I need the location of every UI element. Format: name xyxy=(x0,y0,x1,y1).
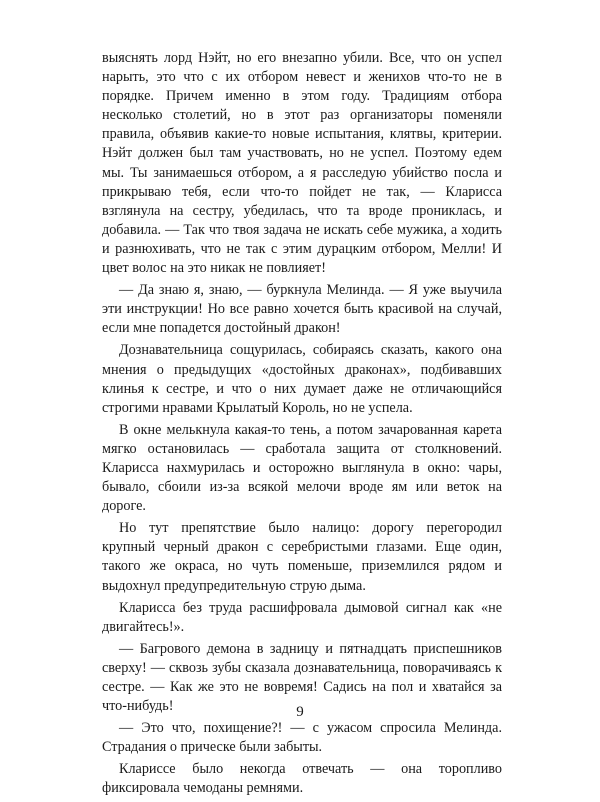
paragraph: Дознавательница сощурилась, собираясь сказать, какого она мнения о предыдущих «достойных драконах», подбивавших клинья к сестре, и что о них думает даже не отличающийся строгими нравами Крылатый Король, но не успела. xyxy=(102,342,502,416)
paragraph: Кларисса без труда расшифровала дымовой сигнал как «не двигайтесь!». xyxy=(102,599,502,635)
page-number: 9 xyxy=(296,704,304,720)
paragraph: — Багрового демона в задницу и пятнадцать приспешников сверху! — сквозь зубы сказала дознавательница, поворачиваясь к сестре. — Как же это не вовремя! Садись на пол и хватайся за что-нибудь! xyxy=(102,640,502,715)
paragraph: Клариссе было некогда отвечать — она торопливо фиксировала чемоданы ремнями. xyxy=(102,761,502,797)
body-text xyxy=(102,49,502,802)
paragraph: — Это что, похищение?! — с ужасом спросила Мелинда. Страдания о прическе были забыты. xyxy=(102,720,502,756)
paragraph: В окне мелькнула какая-то тень, а потом зачарованная карета мягко остановилась — сработала защита от столкновений. Кларисса нахмурилась и осторожно выглянула в окно: чары, бывало, сбоили из-за всякой мелочи вроде ям или веток на дороге. xyxy=(102,421,502,515)
paragraph: Но тут препятствие было налицо: дорогу перегородил крупный черный дракон с серебристыми глазами. Еще один, такого же окраса, но чуть поменьше, приземлился рядом и выдохнул предупредительную струю дыма. xyxy=(102,520,502,594)
paragraph: выяснять лорд Нэйт, но его внезапно убили. Все, что он успел нарыть, это что с их отбором невест и женихов что-то не в порядке. Причем именно в этом году. Традициям отбора несколько столетий, но в этот раз организаторы поменяли правила, объявив какие-то новые испытания, клятвы, критерии. Нэйт должен был там участвовать, но не успел. Поэтому едем мы. Ты занимаешься отбором, а я расследую убийство посла и прикрываю тебя, если что-то пойдет не так, — Кларисса взглянула на сестру, убедилась, что та вроде прониклась, и добавила. — Так что твоя задача не искать себе мужика, а ходить и разнюхивать, что не так с этим дурацким отбором, Мелли! И цвет волос на это никак не повлияет! xyxy=(102,50,502,277)
paragraph: — Да знаю я, знаю, — буркнула Мелинда. — Я уже выучила эти инструкции! Но все равно хочется быть красивой на случай, если мне попадется достойный дракон! xyxy=(102,282,502,337)
